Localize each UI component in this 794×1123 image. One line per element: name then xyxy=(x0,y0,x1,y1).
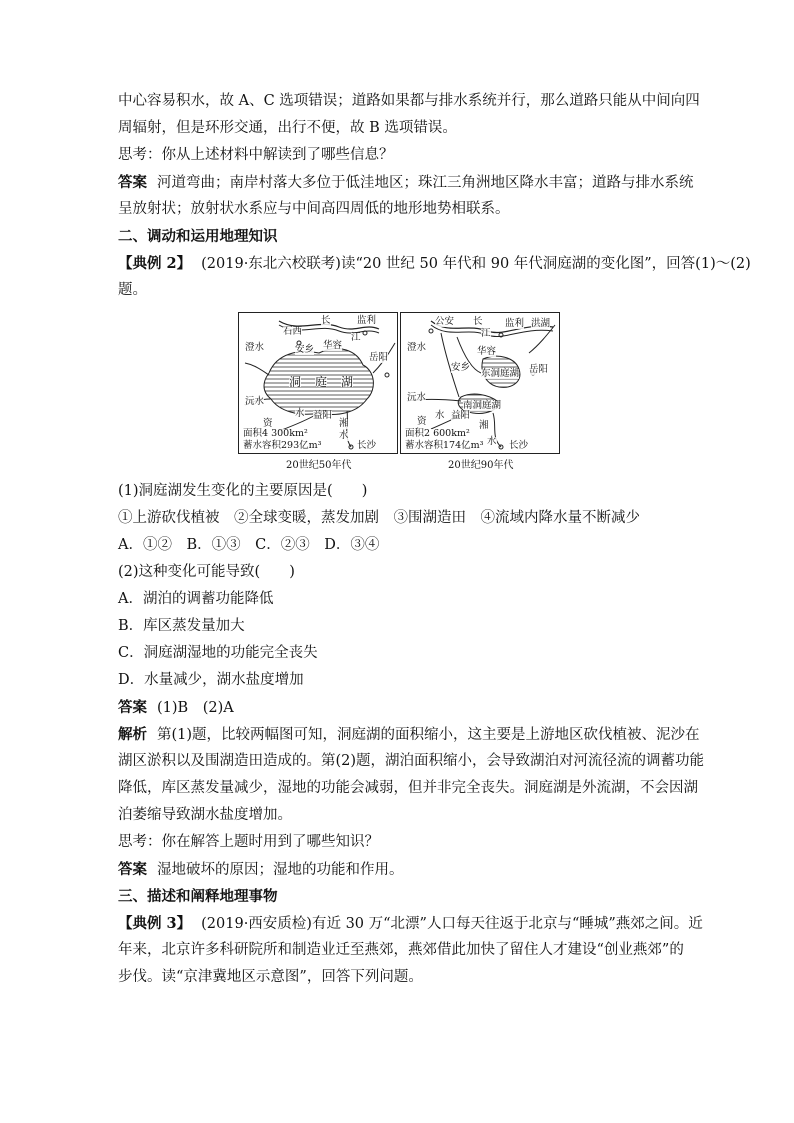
q1-items: ①上游砍伐植被 ②全球变暖，蒸发加剧 ③围湖造田 ④流域内降水量不断减少 xyxy=(118,510,640,526)
section2-stem-text-1: (2019·东北六校联考)读“20 世纪 50 年代和 90 年代洞庭湖的变化图”，回答(1)～(2) xyxy=(201,256,751,272)
map2-label-16: 湘 xyxy=(479,420,489,431)
analysis2-line-1 xyxy=(118,721,700,748)
map1-label-8: 岳阳 xyxy=(369,352,389,363)
q2-option-b: B．库区蒸发量加大 xyxy=(118,618,245,634)
map1-label-3: 石西 xyxy=(283,326,303,337)
map2-label-14: 水 xyxy=(435,410,445,421)
document-page xyxy=(118,88,751,991)
map2-label-1: 公安 xyxy=(435,316,455,327)
q2-option-a: A．湖泊的调蓄功能降低 xyxy=(118,591,274,607)
map-1950s xyxy=(238,312,398,454)
map2-label-15: 益阳 xyxy=(451,410,471,421)
map2-label-18: 长沙 xyxy=(509,440,529,451)
map2-label-5: 洪湖 xyxy=(531,318,551,329)
section3-stem-line-1 xyxy=(118,910,703,937)
map1-label-11: 湖 xyxy=(341,375,354,389)
q2-option-c: C．洞庭湖湿地的功能完全丧失 xyxy=(118,645,318,661)
map2-label-10: 岳阳 xyxy=(529,364,549,375)
map1-label-14: 益阳 xyxy=(313,410,333,421)
example2-tag: 【典例 2】 xyxy=(118,255,192,272)
map1-label-5: 澄水 xyxy=(245,342,265,353)
map1-label-4: 江 xyxy=(351,332,361,343)
think1-question: 思考：你从上述材料中解读到了哪些信息？ xyxy=(118,147,394,163)
map2-label-13: 资 xyxy=(417,416,427,427)
map2-label-9: 东洞庭湖 xyxy=(481,368,520,379)
map2-area: 面积2 600km² xyxy=(405,428,470,439)
think1-answer-label: 答案 xyxy=(118,174,147,191)
section2-stem-line-2: 题。 xyxy=(118,282,147,298)
section3-stem-line-2: 年来，北京许多科研院所和制造业迁至燕郊，燕郊借此加快了留住人才建设“创业燕郊”的 xyxy=(118,942,684,958)
map2-caption: 20世纪90年代 xyxy=(448,460,514,471)
think2-answer-line xyxy=(118,856,678,883)
map1-label-17: 水 xyxy=(339,430,349,441)
answer2-line xyxy=(118,694,678,721)
analysis2-label: 解析 xyxy=(118,726,147,743)
section2-heading: 二、调动和运用地理知识 xyxy=(118,228,278,245)
section3-heading: 三、描述和阐释地理事物 xyxy=(118,888,278,905)
think2-answer-label: 答案 xyxy=(118,861,147,878)
think1-answer-text-1: 河道弯曲；南岸村落大多位于低洼地区；珠江三角洲地区降水丰富；道路与排水系统 xyxy=(157,175,694,191)
analysis2-line-3: 降低，库区蒸发量减少，湿地的功能会减弱，但并非完全丧失。洞庭湖是外流湖，不会因湖 xyxy=(118,780,698,796)
map2-storage: 蓄水容积174亿m³ xyxy=(405,440,484,451)
think2-answer-text: 湿地破坏的原因；湿地的功能和作用。 xyxy=(157,862,404,878)
analysis2-line-4: 泊萎缩导致湖水盐度增加。 xyxy=(118,807,292,823)
q1-stem: (1)洞庭湖发生变化的主要原因是( ) xyxy=(118,483,368,499)
q2-stem: (2)这种变化可能导致( ) xyxy=(118,564,295,580)
map2-label-8: 安乡 xyxy=(451,362,471,373)
map1-label-18: 长沙 xyxy=(357,440,377,451)
map2-label-11: 沅水 xyxy=(407,392,427,403)
map1-label-13: 水 xyxy=(295,408,305,419)
map1-label-15: 资 xyxy=(263,418,273,429)
analysis2-text-1: 第(1)题，比较两幅图可知，洞庭湖的面积缩小，这主要是上游地区砍伐植被、泥沙在 xyxy=(157,727,700,743)
map1-label-2: 监利 xyxy=(357,315,377,326)
map1-caption: 20世纪50年代 xyxy=(286,460,352,471)
map2-label-6: 澄水 xyxy=(407,342,427,353)
map2-label-7: 华容 xyxy=(477,346,497,357)
section3-stem-line-3: 步伐。读“京津冀地区示意图”，回答下列问题。 xyxy=(118,969,423,985)
think1-answer-line-2: 呈放射状；放射状水系应与中间高四周低的地形地势相联系。 xyxy=(118,201,510,217)
map-1990s xyxy=(400,312,560,454)
q2-option-d: D．水量减少，湖水盐度增加 xyxy=(118,672,304,688)
intro-line-1: 中心容易积水，故 A、C 选项错误；道路如果都与排水系统并行，那么道路只能从中间向四 xyxy=(118,93,700,109)
map2-label-3: 江 xyxy=(481,328,491,339)
think2-question: 思考：你在解答上题时用到了哪些知识？ xyxy=(118,834,379,850)
analysis2-line-2: 湖区淤积以及围湖造田造成的。第(2)题，湖泊面积缩小，会导致湖泊对河流径流的调蓄功能 xyxy=(118,753,705,769)
map1-label-12: 沅水 xyxy=(245,396,265,407)
map1-area: 面积4 300km² xyxy=(243,428,308,439)
dongting-lake-maps xyxy=(118,306,678,478)
map1-label-7: 华容 xyxy=(323,340,343,351)
intro-line-2: 周辐射，但是环形交通，出行不便，故 B 选项错误。 xyxy=(118,120,457,136)
q1-options: A．①② B．①③ C．②③ D．③④ xyxy=(118,537,380,553)
map2-label-17: 水 xyxy=(487,436,497,447)
map1-storage: 蓄水容积293亿m³ xyxy=(243,440,322,451)
section3-stem-text-1: (2019·西安质检)有近 30 万“北漂”人口每天往返于北京与“睡城”燕郊之间。近 xyxy=(201,916,703,932)
map1-label-9: 洞 xyxy=(289,375,302,389)
think1-answer-line-1 xyxy=(118,169,694,196)
map2-label-4: 监利 xyxy=(505,318,525,329)
map1-label-16: 湘 xyxy=(339,418,349,429)
section2-stem-line-1 xyxy=(118,250,751,277)
answer2-label: 答案 xyxy=(118,699,147,716)
map1-label-10: 庭 xyxy=(315,375,328,389)
map2-label-12: 南洞庭湖 xyxy=(463,400,502,411)
example3-tag: 【典例 3】 xyxy=(118,915,192,932)
map1-label-1: 长 xyxy=(321,315,331,326)
map1-label-6: 安乡 xyxy=(295,344,315,355)
answer2-text: (1)B (2)A xyxy=(157,700,234,716)
map2-label-2: 长 xyxy=(473,316,483,327)
